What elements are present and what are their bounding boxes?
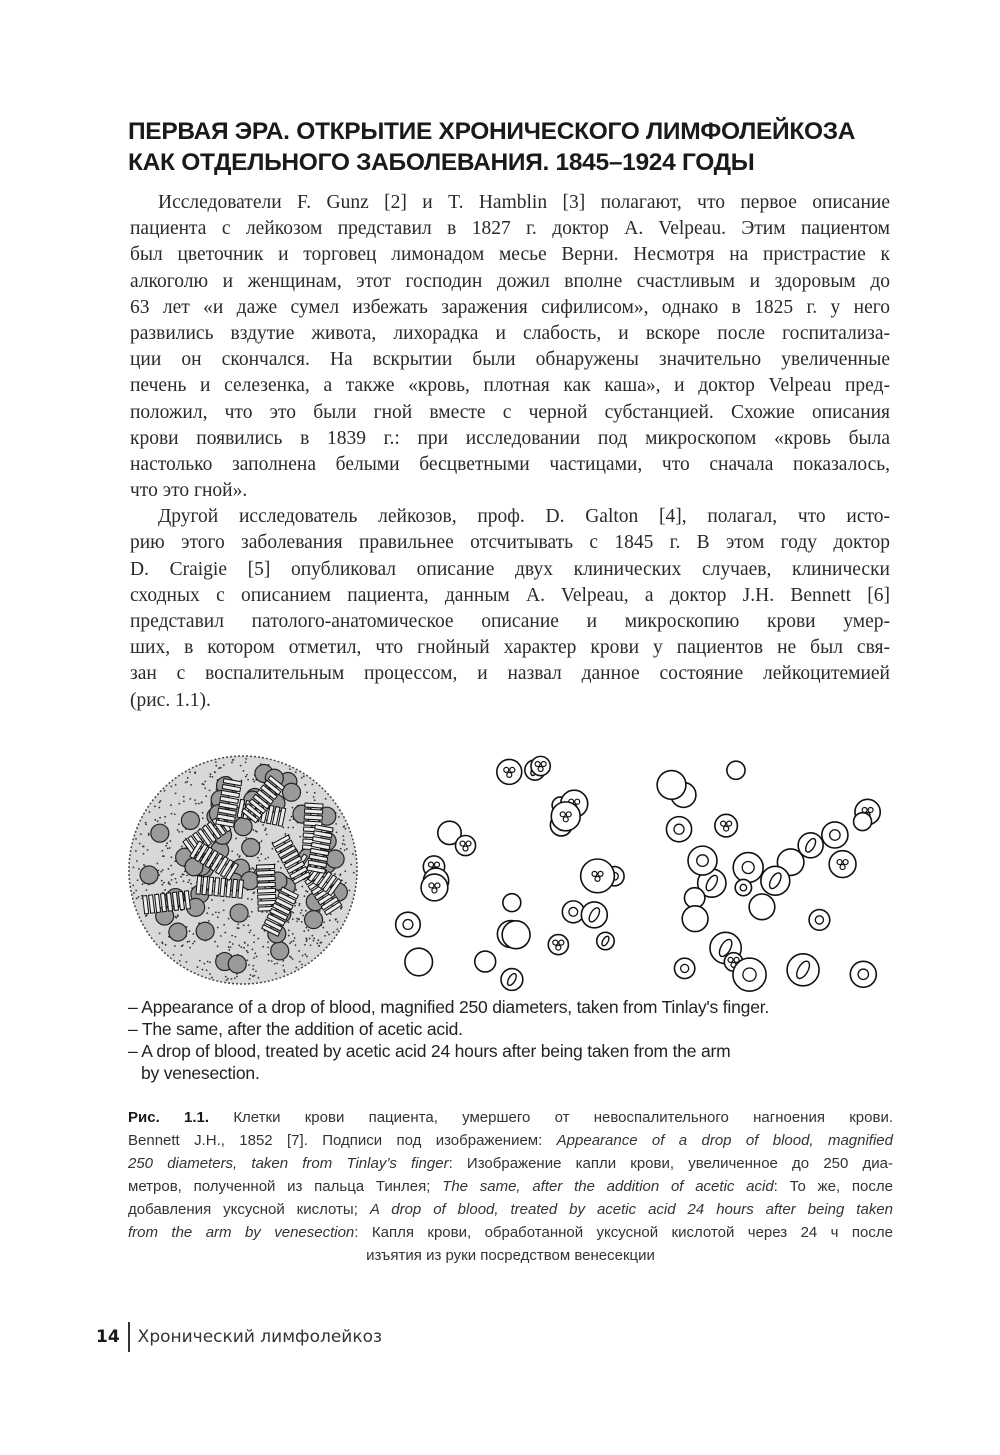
caption-text: добавления уксусной кислоты; bbox=[128, 1201, 370, 1218]
caption-text: Appearance of a drop of blood, magnified bbox=[556, 1132, 893, 1149]
body-line: зан с воспалительным процессом, и назвал данное состояние лейкоцитемией bbox=[130, 663, 890, 685]
caption-line bbox=[128, 1221, 893, 1244]
caption-text: A drop of blood, treated by acetic acid 24 hours after being taken bbox=[369, 1201, 893, 1218]
legend-line: – The same, after the addition of acetic acid. bbox=[128, 1019, 463, 1039]
body-line: Другой исследователь лейкозов, проф. D. Galton [4], полагал, что исто- bbox=[158, 506, 890, 528]
heading-line: ПЕРВАЯ ЭРА. ОТКРЫТИЕ ХРОНИЧЕСКОГО ЛИМФОЛЕЙКОЗА bbox=[128, 118, 856, 145]
blood-drop-illustration-3 bbox=[657, 761, 880, 991]
figure-label: Рис. 1.1. bbox=[128, 1109, 234, 1126]
page-number: 14 bbox=[96, 1327, 120, 1347]
caption-text: Bennett J.H., 1852 [7]. Подписи под изображением: bbox=[128, 1132, 557, 1149]
body-line: положил, что это были гной вместе с черной субстанцией. Схожие описания bbox=[130, 401, 890, 423]
body-line: что это гной». bbox=[130, 480, 248, 502]
blood-drop-illustration-2 bbox=[396, 756, 624, 990]
caption-text: Клетки крови пациента, умершего от невоспалительного нагноения крови. bbox=[233, 1109, 893, 1126]
figure-blood-cells bbox=[125, 745, 895, 995]
body-line: крови появились в 1839 г.: при исследовании под микроскопом «кровь была bbox=[130, 427, 890, 449]
body-line: Исследователи F. Gunz [2] и T. Hamblin [3] полагают, что первое описание bbox=[158, 192, 890, 213]
caption-text: The same, after the addition of acetic acid bbox=[442, 1178, 774, 1195]
body-line: сходных с описанием пациента, данным A. Velpeau, а доктор J.H. Bennett [6] bbox=[130, 584, 890, 606]
caption-line bbox=[128, 1175, 893, 1198]
blood-drop-illustration-1 bbox=[129, 756, 357, 984]
body-line: настолько заполнена белыми бесцветными частицами, что сначала показалось, bbox=[130, 453, 890, 475]
legend-line: – A drop of blood, treated by acetic acid 24 hours after being taken from the arm bbox=[128, 1041, 731, 1061]
body-line: ции он скончался. На вскрытии были обнаружены значительно увеличенные bbox=[130, 349, 890, 371]
body-line: 63 лет «и даже сумел избежать заражения сифилисом», однако в 1825 г. у него bbox=[130, 296, 890, 318]
body-line: ших, в котором отметил, что гнойный характер крови у пациентов не был свя- bbox=[130, 637, 890, 659]
caption-text: from the arm by venesection bbox=[128, 1224, 355, 1241]
legend-line: by venesection. bbox=[141, 1063, 260, 1083]
caption-text: : То же, после bbox=[773, 1178, 893, 1195]
caption-line bbox=[128, 1152, 893, 1175]
caption-text: : Капля крови, обработанной уксусной кислотой через 24 ч после bbox=[354, 1224, 893, 1241]
body-line: (рис. 1.1). bbox=[130, 689, 211, 711]
body-line: развились вздутие живота, лихорадка и слабость, и вскоре после госпитализа- bbox=[130, 322, 890, 344]
caption-line bbox=[128, 1244, 893, 1267]
caption-line bbox=[128, 1129, 893, 1152]
body-line: рию этого заболевания правильнее отсчитывать с 1845 г. В этом году доктор bbox=[130, 532, 890, 554]
running-title: Хронический лимфолейкоз bbox=[137, 1327, 383, 1347]
body-line: печень и селезенка, а также «кровь, плотная как каша», и доктор Velpeau пред- bbox=[130, 375, 890, 397]
body-line: D. Craigie [5] опубликовал описание двух клинических случаев, клинически bbox=[130, 558, 890, 580]
footer-divider bbox=[128, 1322, 130, 1352]
caption-line bbox=[128, 1106, 893, 1129]
page-footer bbox=[96, 1322, 382, 1352]
heading-line: КАК ОТДЕЛЬНОГО ЗАБОЛЕВАНИЯ. 1845–1924 ГОДЫ bbox=[128, 149, 755, 176]
figure-caption bbox=[128, 1106, 893, 1267]
figure-legend bbox=[128, 996, 908, 1084]
legend-line: – Appearance of a drop of blood, magnified 250 diameters, taken from Tinlay's finger. bbox=[128, 997, 770, 1017]
caption-text: 250 diameters, taken from Tinlay’s finger bbox=[128, 1155, 449, 1172]
body-text bbox=[130, 190, 890, 714]
caption-text: изъятия из руки посредством венесекции bbox=[366, 1247, 655, 1264]
caption-text: : Изображение капли крови, увеличенное до 250 диа- bbox=[448, 1155, 893, 1172]
caption-text: метров, полученной из пальца Тинлея; bbox=[128, 1178, 443, 1195]
body-line: был цветочник и торговец лимонадом месье Верни. Несмотря на пристрастие к bbox=[130, 244, 890, 266]
body-line: пациента с лейкозом представил в 1827 г. доктор A. Velpeau. Этим пациентом bbox=[130, 218, 890, 240]
body-line: представил патолого-анатомическое описание и микроскопию крови умер- bbox=[130, 611, 890, 632]
section-heading bbox=[128, 116, 898, 178]
caption-line bbox=[128, 1198, 893, 1221]
body-line: алкоголю и женщинам, этот господин дожил вполне счастливым и здоровым до bbox=[130, 270, 890, 292]
